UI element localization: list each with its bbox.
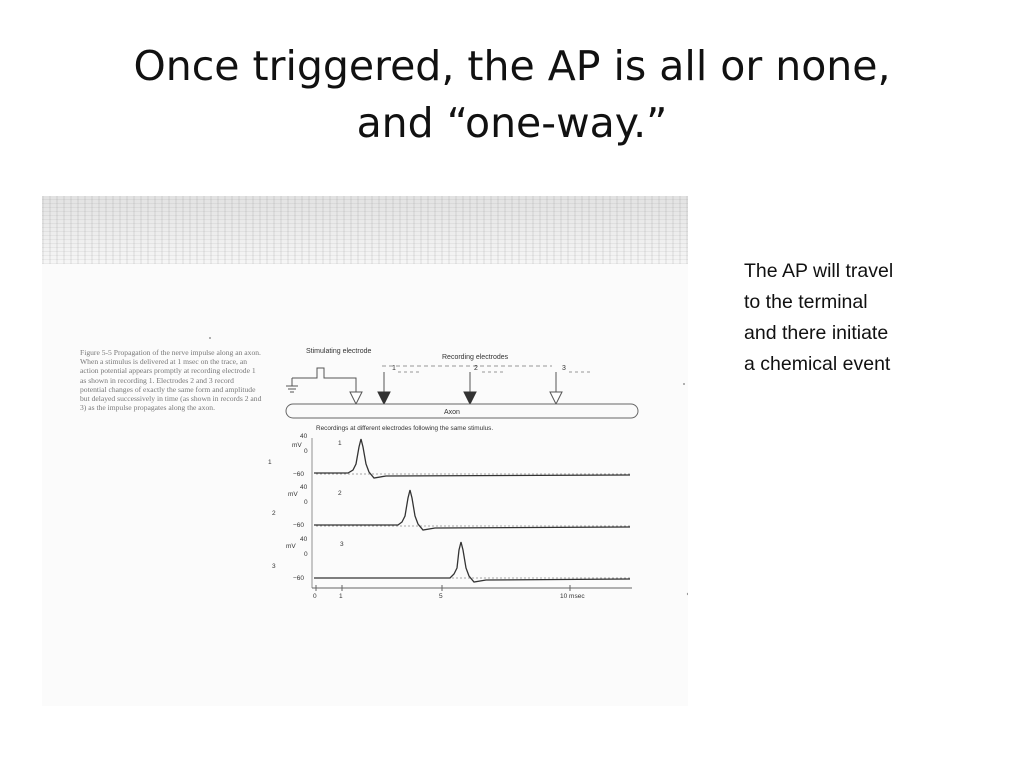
stimulus-pulse-icon xyxy=(292,368,342,378)
unit-label-3: mV xyxy=(286,543,296,550)
tick-minus60-2: −60 xyxy=(293,522,305,529)
recordings-caption: Recordings at different electrodes following the same stimulus. xyxy=(316,425,494,432)
row-label-3: 3 xyxy=(272,563,276,570)
tick-minus60-3: −60 xyxy=(293,575,305,582)
unit-label-2: mV xyxy=(288,491,298,498)
scan-speck xyxy=(687,593,688,595)
tick-40-1: 40 xyxy=(300,433,308,440)
scan-speck xyxy=(683,383,685,385)
figure-caption: Figure 5-5 Propagation of the nerve impulse along an axon. When a stimulus is delivered at 1 msec on the trace, an action potential appears promptly at recording electrode 1 as shown in recording 1. Electrodes 2 and 3 record potential changes of exactly the same form and amplitude but delayed successively in time (as shown in records 2 and 3) as the impulse propagates along the axon. xyxy=(80,348,262,413)
scanned-figure xyxy=(42,196,688,706)
title-line-2: and “one-way.” xyxy=(356,99,668,147)
title-line-1: Once triggered, the AP is all or none, xyxy=(133,42,891,90)
stimulating-electrode-wire xyxy=(342,378,356,392)
side-text xyxy=(744,256,964,380)
trace-3-action-potential xyxy=(314,542,630,582)
tick-0-2: 0 xyxy=(304,499,308,506)
ground-icon xyxy=(286,378,298,392)
electrode-label-3: 3 xyxy=(562,365,566,372)
electrode-label-2: 2 xyxy=(474,365,478,372)
unit-label-1: mV xyxy=(292,442,302,449)
side-text-line-2: to the terminal xyxy=(744,291,868,313)
tick-40-3: 40 xyxy=(300,536,308,543)
row-label-1: 1 xyxy=(268,459,272,466)
time-tick-10: 10 msec xyxy=(560,593,585,600)
trace-1-action-potential xyxy=(314,439,630,478)
trace-2-action-potential xyxy=(314,490,630,530)
scan-speck xyxy=(209,337,211,339)
time-tick-1: 1 xyxy=(339,593,343,600)
recording-electrode-3-icon xyxy=(550,392,562,404)
side-text-line-3: and there initiate xyxy=(744,322,889,344)
tick-0-1: 0 xyxy=(304,448,308,455)
slide-title xyxy=(40,38,984,152)
figure-diagram xyxy=(42,196,688,706)
recording-electrodes-label: Recording electrodes xyxy=(442,354,509,361)
tick-40-2: 40 xyxy=(300,484,308,491)
axon-shape xyxy=(286,404,638,418)
side-text-line-4: a chemical event xyxy=(744,353,891,375)
tick-minus60-1: −60 xyxy=(293,471,305,478)
trace-label-1: 1 xyxy=(338,440,342,447)
recording-electrode-2-icon xyxy=(464,392,476,404)
time-tick-5: 5 xyxy=(439,593,443,600)
row-label-2: 2 xyxy=(272,510,276,517)
time-tick-0: 0 xyxy=(313,593,317,600)
tick-0-3: 0 xyxy=(304,551,308,558)
electrode-label-1: 1 xyxy=(392,365,396,372)
stimulating-electrode-icon xyxy=(350,392,362,404)
recording-electrode-1-icon xyxy=(378,392,390,404)
axon-label: Axon xyxy=(444,409,460,416)
trace-label-3: 3 xyxy=(340,541,344,548)
trace-label-2: 2 xyxy=(338,490,342,497)
side-text-line-1: The AP will travel xyxy=(744,260,894,282)
stimulating-electrode-label: Stimulating electrode xyxy=(306,348,372,355)
